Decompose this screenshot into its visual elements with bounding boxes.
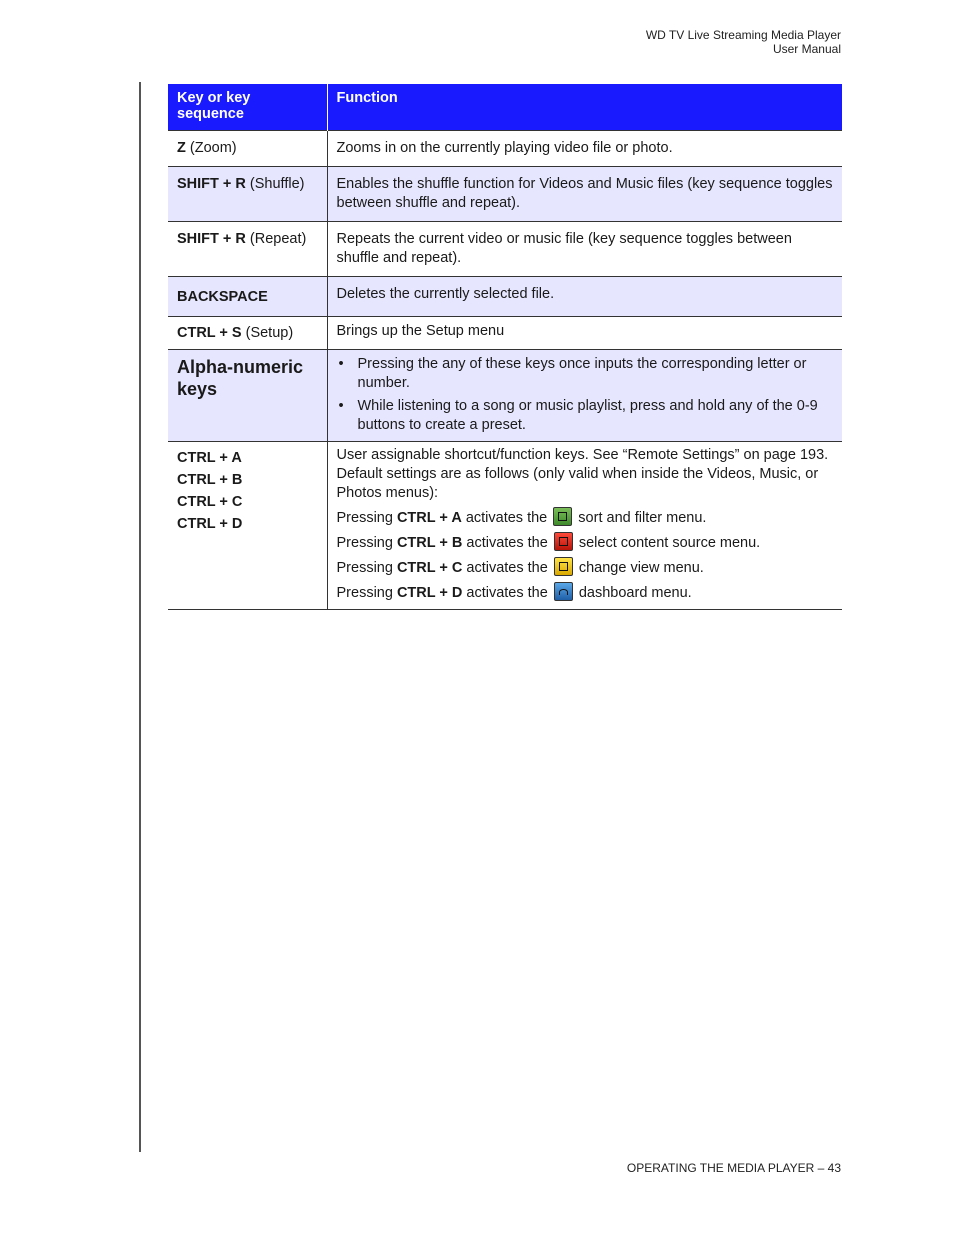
function-cell: Brings up the Setup menu — [336, 322, 505, 339]
table-row — [168, 349, 842, 441]
key-cell — [168, 221, 327, 276]
combo-text: CTRL + B — [396, 534, 463, 551]
function-cell: Repeats the current video or music file (key sequence toggles between shuffle and repeat). — [336, 230, 792, 266]
key-note: (Repeat) — [245, 230, 307, 247]
text: Pressing — [336, 584, 397, 601]
key-note: (Zoom) — [185, 139, 237, 156]
shortcut-line — [337, 507, 834, 528]
text: sort and filter menu. — [574, 509, 707, 526]
shortcut-line — [337, 582, 834, 603]
key-note: (Setup) — [241, 324, 294, 341]
footer-section: OPERATING THE MEDIA PLAYER — [626, 1161, 815, 1175]
bullet-list — [337, 355, 834, 435]
table-row — [168, 441, 842, 609]
key-combo: CTRL + B — [177, 471, 243, 488]
key-combo: CTRL + C — [177, 493, 243, 510]
function-cell — [327, 441, 842, 609]
key-name: BACKSPACE — [177, 288, 268, 305]
key-name: Z — [177, 139, 186, 156]
function-cell: Enables the shuffle function for Videos and Music files (key sequence toggles between shuffle and repeat). — [327, 166, 842, 221]
dashboard-icon — [554, 582, 573, 601]
list-item: • Pressing the any of these keys once inputs the corresponding letter or number. — [337, 355, 834, 393]
content-source-icon — [554, 532, 573, 551]
combo-text: CTRL + D — [396, 584, 463, 601]
text: Pressing — [336, 509, 397, 526]
text: change view menu. — [574, 559, 704, 576]
key-cell — [168, 441, 327, 609]
change-view-icon — [554, 557, 573, 576]
combo-text: CTRL + C — [396, 559, 463, 576]
text: dashboard menu. — [574, 584, 692, 601]
page-number: 43 — [827, 1161, 841, 1175]
footer-separator: – — [814, 1161, 828, 1175]
table-row — [168, 316, 842, 349]
shortcut-line — [337, 557, 834, 578]
text: Pressing — [336, 534, 397, 551]
text: activates the — [461, 509, 552, 526]
key-cell — [168, 130, 327, 166]
table-row — [168, 166, 842, 221]
table-header-row — [168, 84, 842, 130]
table-row — [168, 276, 842, 316]
key-name: CTRL + S — [177, 324, 242, 341]
key-cell — [168, 316, 327, 349]
shortcut-intro: User assignable shortcut/function keys. See “Remote Settings” on page 193. Default settings are as follows (only valid when inside the Videos, Music, or Photos menus): — [336, 446, 829, 501]
header-title: WD TV Live Streaming Media Player — [645, 28, 841, 42]
key-combo: CTRL + A — [177, 449, 242, 466]
running-header — [646, 28, 841, 56]
text: Pressing — [336, 559, 397, 576]
key-combo: CTRL + D — [177, 515, 243, 532]
function-cell — [327, 349, 842, 441]
function-cell: Zooms in on the currently playing video file or photo. — [336, 139, 673, 156]
page-footer — [627, 1161, 841, 1175]
text: activates the — [462, 534, 552, 551]
col-header-key: Key or key sequence — [168, 84, 327, 130]
key-name: SHIFT + R — [177, 175, 246, 192]
function-cell: Deletes the currently selected file. — [327, 276, 842, 316]
key-name: SHIFT + R — [177, 230, 246, 247]
table-row — [168, 130, 842, 166]
key-cell — [168, 166, 327, 221]
text: select content source menu. — [574, 534, 761, 551]
text: activates the — [462, 559, 552, 576]
key-function-table — [168, 84, 842, 610]
sort-filter-icon — [553, 507, 572, 526]
alpha-numeric-label: Alpha-numeric keys — [177, 356, 304, 399]
key-cell — [168, 349, 327, 441]
margin-rule — [139, 82, 141, 1152]
shortcut-line — [337, 532, 834, 553]
key-note: (Shuffle) — [245, 175, 305, 192]
header-subtitle: User Manual — [772, 42, 841, 56]
combo-text: CTRL + A — [396, 509, 462, 526]
table-row — [168, 221, 842, 276]
col-header-function: Function — [327, 84, 842, 130]
text: activates the — [462, 584, 552, 601]
list-item: • While listening to a song or music playlist, press and hold any of the 0-9 buttons to create a preset. — [337, 397, 834, 435]
key-cell — [168, 276, 327, 316]
